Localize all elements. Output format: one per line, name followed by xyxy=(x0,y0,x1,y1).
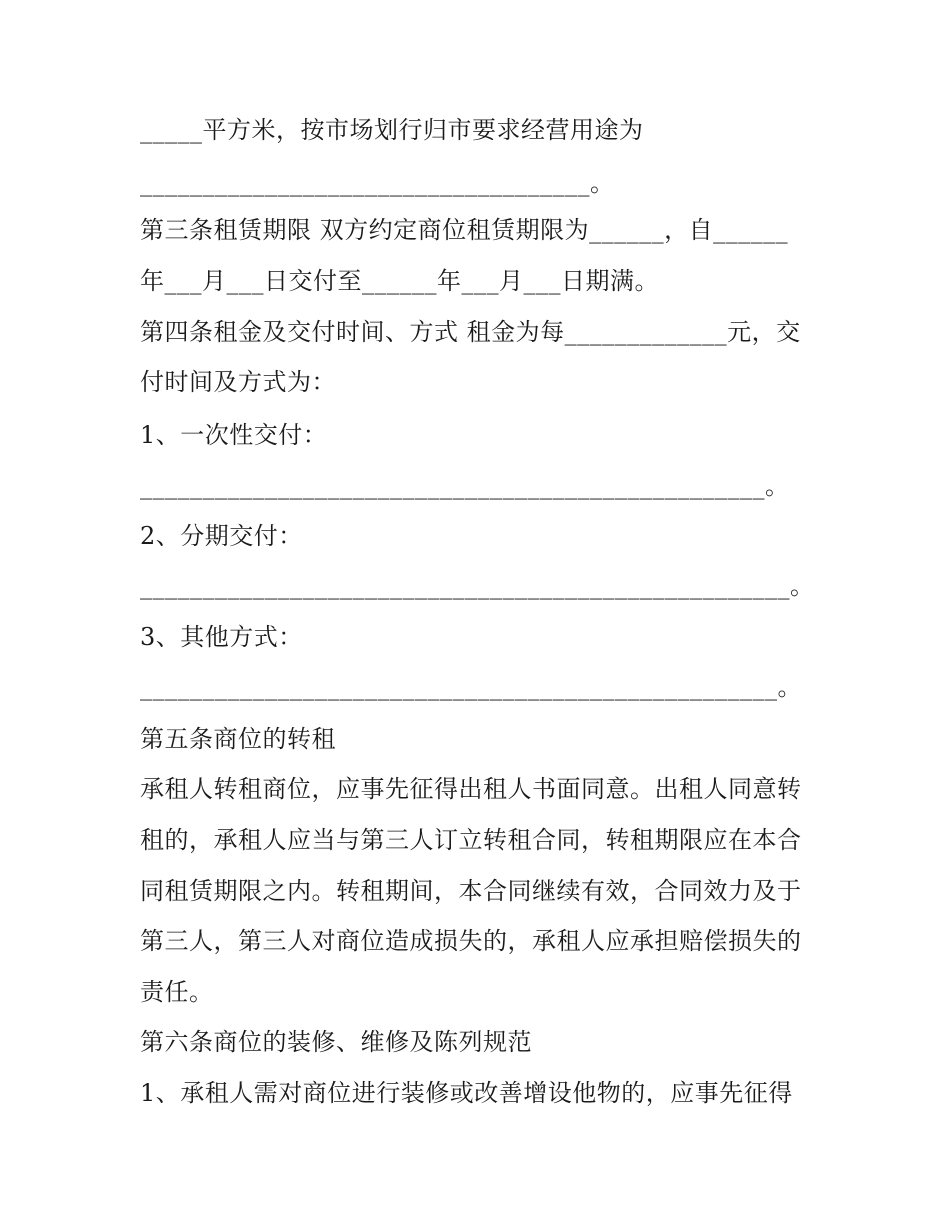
article-5-paragraph-line-5: 责任。 xyxy=(140,978,214,1006)
article-5-heading: 第五条商位的转租 xyxy=(140,725,336,753)
article-3-dates: 年___月___日交付至______年___月___日期满。 xyxy=(140,267,659,295)
payment-option-1-label: 1、一次性交付： xyxy=(140,421,328,449)
usage-blank-line: ____________________________________。 xyxy=(140,169,615,197)
payment-option-2-label: 2、分期交付： xyxy=(140,522,303,550)
article-6-heading: 第六条商位的装修、维修及陈列规范 xyxy=(140,1028,532,1056)
article-4-rent: 第四条租金及交付时间、方式 租金为每_____________元，交 xyxy=(140,318,801,346)
article-5-paragraph-line-2: 租的，承租人应当与第三人订立转租合同，转租期限应在本合 xyxy=(140,826,802,854)
article-6-item-1: 1、承租人需对商位进行装修或改善增设他物的，应事先征得 xyxy=(140,1079,793,1107)
usage-area-line: _____平方米，按市场划行归市要求经营用途为 xyxy=(140,116,644,144)
article-5-paragraph-line-4: 第三人，第三人对商位造成损失的，承租人应承担赔偿损失的 xyxy=(140,927,802,955)
article-5-paragraph-line-1: 承租人转租商位，应事先征得出租人书面同意。出租人同意转 xyxy=(140,775,802,803)
payment-option-3-label: 3、其他方式： xyxy=(140,623,303,651)
article-4-payment-method: 付时间及方式为： xyxy=(140,368,336,396)
payment-option-3-blank: ___________________________________________________。 xyxy=(140,673,802,701)
article-3-lease-term: 第三条租赁期限 双方约定商位租赁期限为______，自______ xyxy=(140,216,789,244)
payment-option-1-blank: __________________________________________________。 xyxy=(140,472,790,500)
article-5-paragraph-line-3: 同租赁期限之内。转租期间，本合同继续有效，合同效力及于 xyxy=(140,877,802,905)
payment-option-2-blank: ____________________________________________________。 xyxy=(140,572,815,600)
